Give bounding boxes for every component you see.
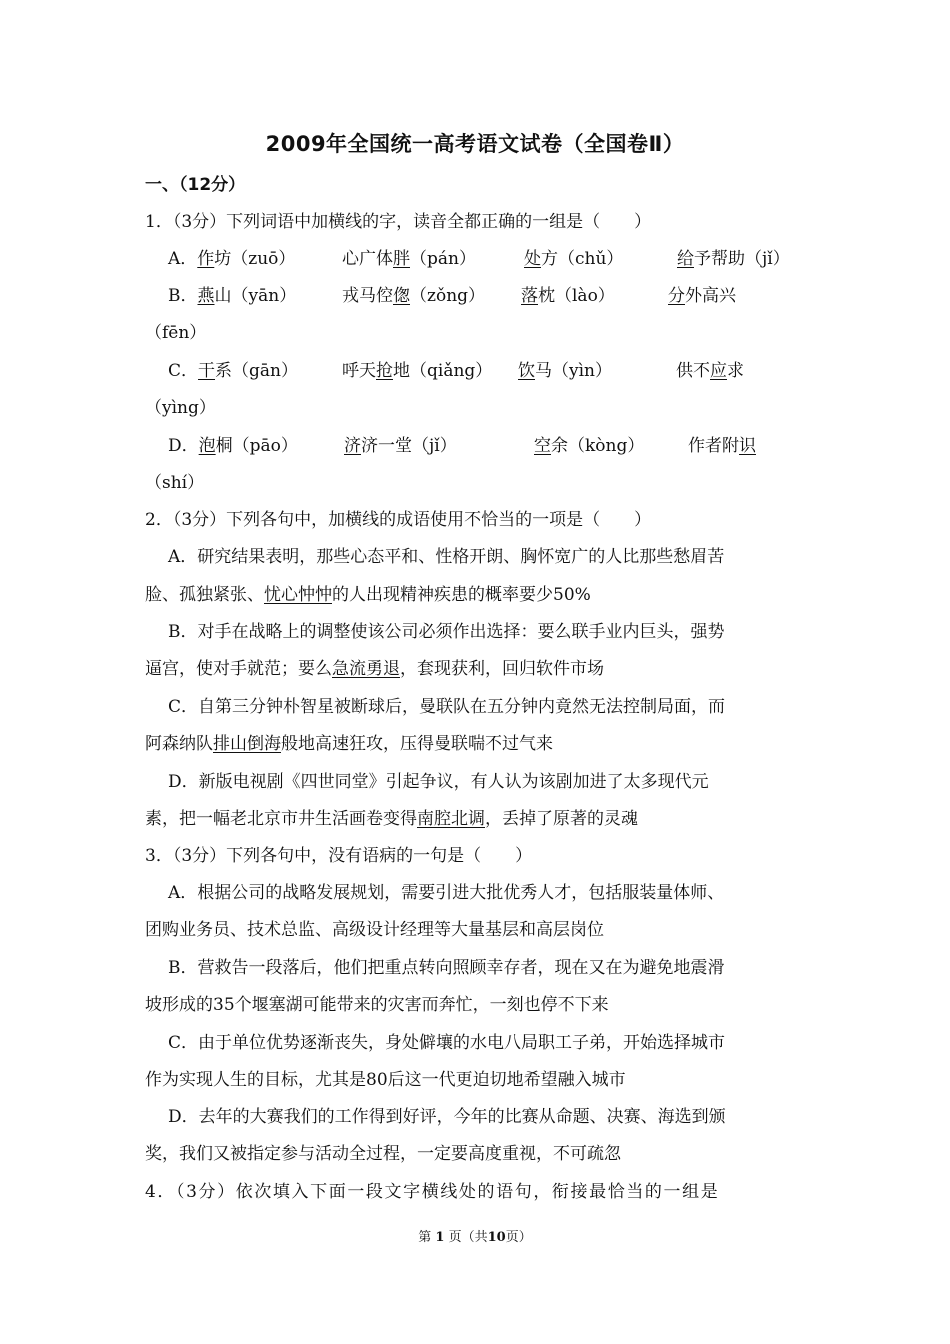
q3-option-a-line2: 团购业务员、技术总监、高级设计经理等大量基层和高层岗位 <box>145 920 604 940</box>
q2-option-a-line1: A．研究结果表明，那些心态平和、性格开朗、胸怀宽广的人比那些愁眉苦 <box>168 547 725 567</box>
q3-option-c-line1: C．由于单位优势逐渐丧失，身处僻壤的水电八局职工子弟，开始选择城市 <box>168 1033 726 1053</box>
q3-option-d-line2: 奖，我们又被指定参与活动全过程，一定要高度重视，不可疏忽 <box>145 1144 621 1164</box>
q3-option-b-line1: B．营救告一段落后，他们把重点转向照顾幸存者，现在又在为避免地震滑 <box>168 958 725 978</box>
q3-option-d-line1: D．去年的大赛我们的工作得到好评，今年的比赛从命题、决赛、海选到颁 <box>168 1107 726 1127</box>
q2-option-c-line1: C．自第三分钟朴智星被断球后，曼联队在五分钟内竟然无法控制局面，而 <box>168 697 726 717</box>
q2-option-c-line2: 阿森纳队排山倒海般地高速狂攻，压得曼联喘不过气来 <box>145 734 553 754</box>
q1-option-b-wrap: （fēn） <box>145 323 207 343</box>
total-pages: 10 <box>487 1230 506 1245</box>
q2-option-a-line2: 脸、孤独紧张、忧心忡忡的人出现精神疾患的概率要少50% <box>145 585 591 605</box>
q2-option-d-line2: 素，把一幅老北京市井生活画卷变得南腔北调，丢掉了原著的灵魂 <box>145 809 638 829</box>
page-title: 2009年全国统一高考语文试卷（全国卷Ⅱ） <box>265 132 685 156</box>
page-footer: 第 1 页（共10页） <box>418 1230 532 1245</box>
current-page-number: 1 <box>435 1230 445 1245</box>
section-heading: 一、（12分） <box>145 175 246 195</box>
q3-option-b-line2: 坡形成的35个堰塞湖可能带来的灾害而奔忙，一刻也停不下来 <box>145 995 609 1015</box>
question-1-stem: 1．（3分）下列词语中加横线的字，读音全都正确的一组是（ ） <box>145 212 652 232</box>
exam-page: 2009年全国统一高考语文试卷（全国卷Ⅱ） 一、（12分） 1．（3分）下列词语中加横线的字，读音全都正确的一组是（ ） A．作坊（zuō） 心广体胖（pán） 处方（chǔ） 给予帮助（jǐ） B．燕山（yān） 戎马倥偬（zǒng） 落枕（lào） 分外高兴 （fēn） C．干系（gān） 呼天抢地（qiǎng） 饮马（yìn） 供不应求 （yìng） D．泡桐（pāo） 济济一堂（jǐ） 空余（kòng） 作者附识 （shí） 2．（3分）下列各句中，加横线的成语使用不恰当的一项是（ ） A．研究结果表明，那些心态平和、性格开朗、胸怀宽广的人比那些愁眉苦 脸、孤独紧张、忧心忡忡的人出现精神疾患的概率要少50% B．对手在战略上的调整使该公司必须作出选择：要么联手业内巨头，强势 逼宫，使对手就范；要么急流勇退，套现获利，回归软件市场 C．自第三分钟朴智星被断球后，曼联队在五分钟内竟然无法控制局面，而 阿森纳队排山倒海般地高速狂攻，压得曼联喘不过气来 D．新版电视剧《四世同堂》引起争议，有人认为该剧加进了太多现代元 素，把一幅老北京市井生活画卷变得南腔北调，丢掉了原著的灵魂 3．（3分）下列各句中，没有语病的一句是（ ） A．根据公司的战略发展规划，需要引进大批优秀人才，包括服装量体师、 团购业务员、技术总监、高级设计经理等大量基层和高层岗位 B．营救告一段落后，他们把重点转向照顾幸存者，现在又在为避免地震滑 坡形成的35个堰塞湖可能带来的灾害而奔忙，一刻也停不下来 C．由于单位优势逐渐丧失，身处僻壤的水电八局职工子弟，开始选择城市 作为实现人生的目标，尤其是80后这一代更迫切地希望融入城市 D．去年的大赛我们的工作得到好评，今年的比赛从命题、决赛、海选到颁 奖，我们又被指定参与活动全过程，一定要高度重视，不可疏忽 4．（3分）依次填入下面一段文字横线处的语句，衔接最恰当的一组是 第 1 页（共10页） <box>0 0 950 1344</box>
question-2-stem: 2．（3分）下列各句中，加横线的成语使用不恰当的一项是（ ） <box>145 510 652 530</box>
question-3-stem: 3．（3分）下列各句中，没有语病的一句是（ ） <box>145 846 533 866</box>
q3-option-c-line2: 作为实现人生的目标，尤其是80后这一代更迫切地希望融入城市 <box>145 1070 626 1090</box>
question-4-stem: 4．（3分）依次填入下面一段文字横线处的语句，衔接最恰当的一组是 <box>145 1182 720 1202</box>
q1-option-d-wrap: （shí） <box>145 473 205 493</box>
q2-option-d-line1: D．新版电视剧《四世同堂》引起争议，有人认为该剧加进了太多现代元 <box>168 772 709 792</box>
q1-option-c-wrap: （yìng） <box>145 398 216 418</box>
q2-option-b-line1: B．对手在战略上的调整使该公司必须作出选择：要么联手业内巨头，强势 <box>168 622 725 642</box>
q3-option-a-line1: A．根据公司的战略发展规划，需要引进大批优秀人才，包括服装量体师、 <box>168 883 725 903</box>
q2-option-b-line2: 逼宫，使对手就范；要么急流勇退，套现获利，回归软件市场 <box>145 659 604 679</box>
